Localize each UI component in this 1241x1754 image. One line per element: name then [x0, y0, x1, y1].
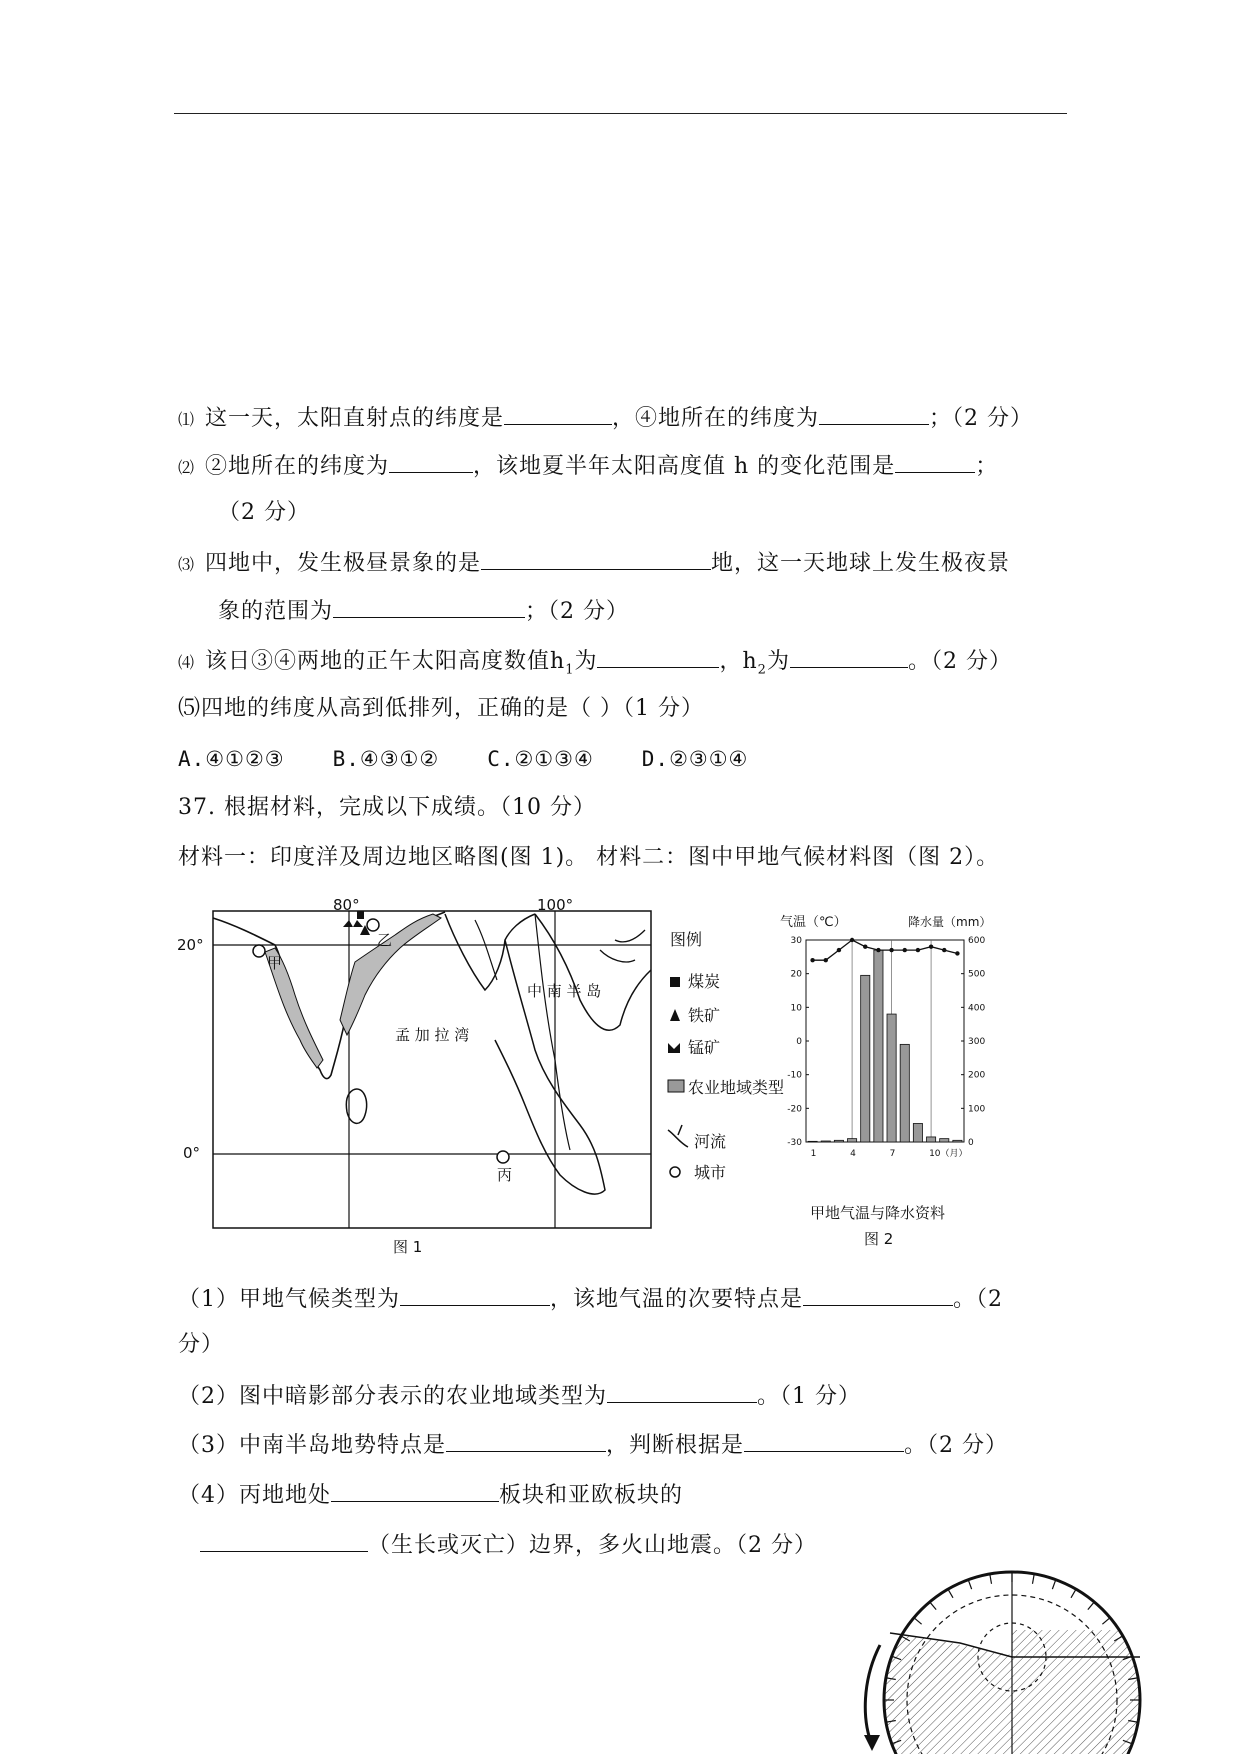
right-tick-label: 200 — [968, 1070, 986, 1081]
temperature-point — [876, 948, 880, 952]
degree-tick — [1052, 1580, 1055, 1589]
city-icon — [670, 1167, 680, 1177]
agri-icon — [668, 1080, 684, 1092]
q36-options — [178, 744, 796, 775]
precip-bar — [861, 975, 870, 1142]
city-jia — [253, 945, 265, 957]
coal-icon — [670, 977, 680, 987]
degree-tick — [968, 1580, 971, 1589]
answer-blank[interactable] — [607, 1380, 757, 1403]
answer-blank[interactable] — [744, 1429, 904, 1452]
right-tick-label: 600 — [968, 936, 986, 946]
answer-blank[interactable] — [400, 1283, 550, 1306]
temperature-point — [837, 948, 841, 952]
precip-bar — [913, 1123, 922, 1142]
legend-river: 河流 — [694, 1132, 727, 1151]
temperature-point — [942, 948, 946, 952]
left-tick-label: 30 — [790, 936, 802, 946]
precip-bar — [900, 1044, 909, 1142]
degree-tick — [1088, 1602, 1094, 1610]
legend-title: 图例 — [670, 930, 703, 949]
left-tick-label: -20 — [787, 1104, 802, 1115]
precip-bar — [953, 1140, 962, 1142]
degree-tick — [990, 1574, 992, 1584]
precip-bar — [887, 1014, 896, 1142]
answer-blank[interactable] — [819, 402, 929, 425]
rotation-arrow-icon — [864, 1735, 880, 1751]
right-tick-label: 0 — [968, 1138, 974, 1148]
precip-bar — [834, 1140, 843, 1142]
river-icon — [668, 1125, 688, 1147]
header-rule — [174, 113, 1067, 114]
temperature-point — [824, 958, 828, 962]
legend-agri: 农业地域类型 — [688, 1078, 785, 1097]
q37-title: 37. 根据材料，完成以下成绩。（10 分） — [178, 795, 596, 820]
temperature-point — [889, 948, 893, 952]
lat-20-label: 20° — [177, 936, 204, 954]
left-tick-label: -30 — [787, 1138, 802, 1148]
climate-chart — [770, 910, 990, 1255]
answer-blank[interactable] — [504, 402, 612, 425]
label-bing: 丙 — [497, 1166, 513, 1184]
lat-0-label: 0° — [183, 1144, 201, 1162]
item-number: ⑴ — [178, 410, 196, 429]
answer-blank[interactable] — [331, 1479, 499, 1502]
answer-blank[interactable] — [790, 645, 908, 668]
answer-blank[interactable] — [389, 450, 473, 473]
right-tick-label: 100 — [968, 1104, 986, 1115]
option-d[interactable]: D.②③①④ — [641, 747, 749, 771]
answer-blank[interactable] — [446, 1429, 606, 1452]
q36-item-4: ⑷ 该日③④两地的正午太阳高度数值$h_1$为 ，$h_2$为 。（2 分） — [178, 645, 1012, 685]
temperature-point — [903, 948, 907, 952]
x-tick-label: 10（月） — [929, 1149, 968, 1159]
q37-item-4-cont: （生长或灭亡）边界，多火山地震。（2 分） — [200, 1529, 817, 1561]
x-tick-label: 1 — [810, 1149, 817, 1159]
q36-item-2-score: （2 分） — [218, 500, 310, 525]
city-bing — [497, 1151, 509, 1163]
left-tick-label: 0 — [796, 1037, 802, 1047]
degree-tick — [948, 1589, 953, 1598]
q36-item-1: ⑴ 这一天，太阳直射点的纬度是 ，④地所在的纬度为 ；（2 分） — [178, 402, 1033, 435]
answer-blank[interactable] — [333, 595, 525, 618]
precip-bar — [848, 1139, 857, 1142]
q36-item-3-cont: 象的范围为 ；（2 分） — [218, 595, 629, 627]
q37-item-3: （3）中南半岛地势特点是 ，判断根据是 。（2 分） — [178, 1429, 1008, 1461]
precip-bar — [940, 1139, 949, 1142]
q36-item-2: ⑵ ②地所在的纬度为 ，该地夏半年太阳高度值 h 的变化范围是 ； — [178, 450, 998, 483]
figure1-caption: 图 1 — [393, 1238, 423, 1256]
label-peninsula: 中 南 半 岛 — [527, 982, 602, 1000]
q37-item-1: （1）甲地气候类型为 ，该地气温的次要特点是 。（2 — [178, 1283, 1003, 1315]
chart-caption: 图 2 — [864, 1230, 894, 1248]
q37-item-2: （2）图中暗影部分表示的农业地域类型为 。（1 分） — [178, 1380, 861, 1412]
plot-frame — [806, 940, 964, 1142]
ylabel-right: 降水量（mm） — [908, 915, 992, 929]
answer-blank[interactable] — [597, 645, 719, 668]
lon-100-label: 100° — [537, 896, 574, 914]
left-tick-label: 10 — [790, 1003, 802, 1014]
q36-item-5: ⑸四地的纬度从高到低排列，正确的是（ ）（1 分） — [178, 696, 704, 721]
option-a[interactable]: A.④①②③ — [178, 747, 285, 771]
degree-tick — [1032, 1574, 1034, 1584]
city-yi — [367, 919, 379, 931]
temperature-point — [916, 948, 920, 952]
precip-bar — [821, 1141, 830, 1142]
chart-title: 甲地气温与降水资料 — [810, 1204, 946, 1222]
answer-blank[interactable] — [481, 547, 711, 570]
legend-manganese: 锰矿 — [688, 1038, 721, 1057]
legend-iron: 铁矿 — [688, 1006, 721, 1025]
precip-bar — [808, 1141, 817, 1142]
legend-city: 城市 — [694, 1163, 727, 1182]
manganese-symbol — [343, 920, 363, 927]
degree-tick — [1071, 1589, 1076, 1598]
temperature-line — [813, 940, 958, 960]
option-c[interactable]: C.②①③④ — [487, 747, 594, 771]
q37-item-4: （4）丙地地处 板块和亚欧板块的 — [178, 1479, 683, 1511]
precip-bar — [927, 1137, 936, 1142]
q37-item-1-score: 分） — [178, 1332, 225, 1357]
iron-icon — [670, 1009, 680, 1021]
degree-tick — [1102, 1618, 1110, 1624]
label-jia: 甲 — [267, 954, 283, 972]
precip-bar — [874, 950, 883, 1142]
temperature-point — [929, 945, 933, 949]
answer-blank[interactable] — [803, 1283, 953, 1306]
right-tick-label: 400 — [968, 1003, 986, 1014]
lon-80-label: 80° — [333, 896, 360, 914]
manganese-icon — [668, 1043, 680, 1053]
ylabel-left: 气温（℃） — [780, 915, 847, 930]
left-tick-label: 20 — [790, 969, 802, 980]
right-tick-label: 300 — [968, 1037, 986, 1047]
india-ocean-map — [177, 896, 670, 1260]
answer-blank[interactable] — [895, 450, 975, 473]
earth-illumination-diagram — [840, 1535, 1140, 1754]
x-tick-label: 7 — [889, 1149, 896, 1159]
x-tick-label: 4 — [850, 1149, 856, 1159]
label-bay: 孟 加 拉 湾 — [395, 1026, 470, 1044]
legend-coal: 煤炭 — [688, 972, 721, 991]
option-b[interactable]: B.④③①② — [332, 747, 440, 771]
left-tick-label: -10 — [787, 1070, 802, 1081]
temperature-point — [863, 945, 867, 949]
q36-item-3: ⑶ 四地中，发生极昼景象的是 地，这一天地球上发生极夜景 — [178, 547, 1010, 580]
temperature-point — [955, 951, 959, 955]
answer-blank[interactable] — [200, 1529, 368, 1552]
q37-material: 材料一：印度洋及周边地区略图(图 1)。 材料二：图中甲地气候材料图（图 2）。 — [178, 845, 1000, 870]
right-tick-label: 500 — [968, 969, 986, 980]
label-yi: 乙 — [377, 931, 393, 949]
temperature-point — [810, 958, 814, 962]
temperature-point — [850, 938, 854, 942]
